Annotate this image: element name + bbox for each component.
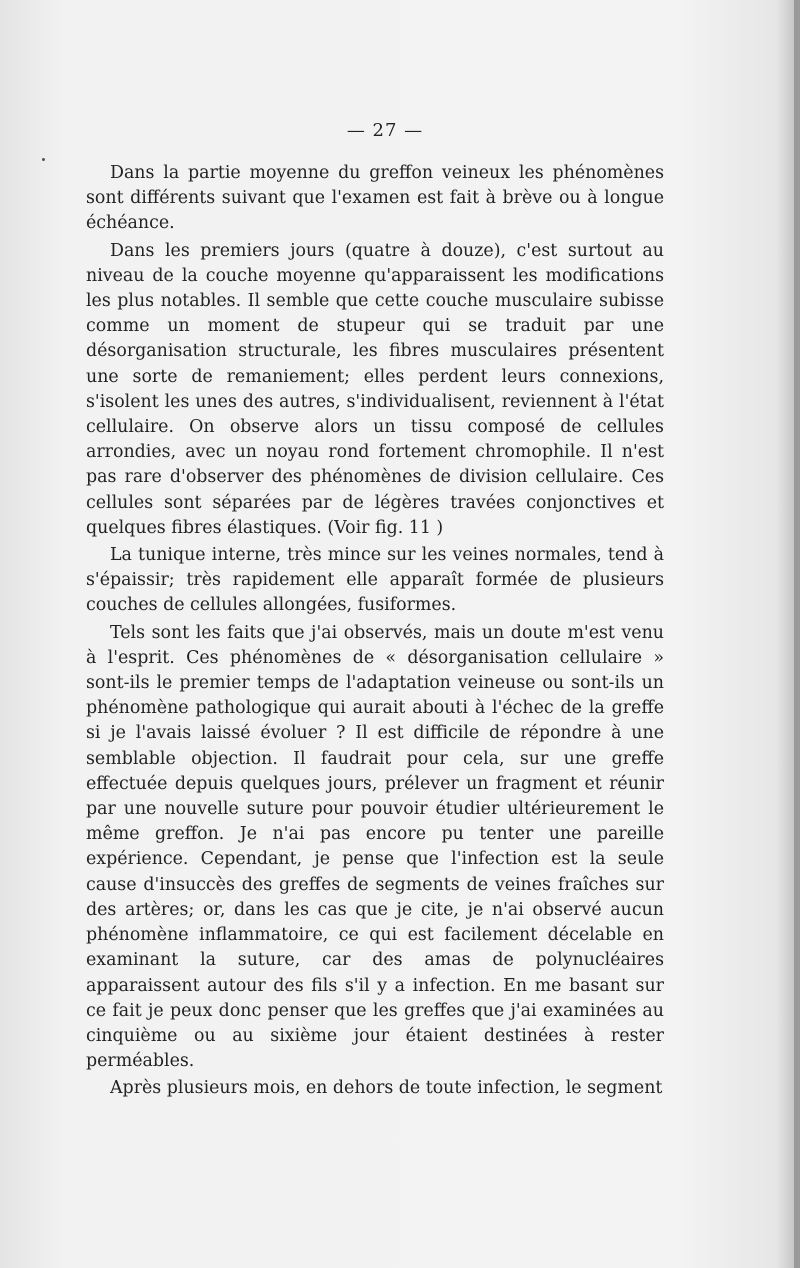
paragraph-5: Après plusieurs mois, en dehors de toute infection, le segment: [110, 1078, 663, 1099]
paragraph-1: Dans la partie moyenne du greffon veineux les phénomènes sont différents suivant que l'examen est fait à brève ou à longue échéance.: [86, 163, 664, 234]
paragraph-4: Tels sont les faits que j'ai observés, mais un doute m'est venu à l'esprit. Ces phénomènes de « désorganisation cellulaire » sont-ils le premier temps de l'adaptation veineuse ou sont-ils un phénomène pathologique qui aurait abouti à l'échec de la greffe si je l'avais laissé évoluer ? Il est difficile de répondre à une semblable objection. Il faudrait pour cela, sur une greffe effectuée depuis quelques jours, prélever un fragment et réunir par une nouvelle suture pour pouvoir étudier ultérieurement le même greffon. Je n'ai pas encore pu tenter une pareille expérience. Cependant, je pense que l'infection est la seule cause d'insuccès des greffes de segments de veines fraîches sur des artères; or, dans les cas que je cite, je n'ai observé aucun phénomène inflammatoire, ce qui est facilement décelable en examinant la suture, car des amas de polynucléaires apparaissent autour des fils s'il y a infection. En me basant sur ce fait je peux donc penser que les greffes que j'ai examinées au cinquième ou au sixième jour étaient destinées à rester perméables.: [86, 622, 664, 1072]
paragraph-2: Dans les premiers jours (quatre à douze), c'est surtout au niveau de la couche moyenne qu'apparaissent les modifications les plus notables. Il semble que cette couche musculaire subisse comme un moment de stupeur qui se traduit par une désorganisation structurale, les fibres musculaires présentent une sorte de remaniement; elles perdent leurs connexions, s'isolent les unes des autres, s'individualisent, reviennent à l'état cellulaire. On observe alors un tissu composé de cellules arrondies, avec un noyau rond fortement chromophile. Il n'est pas rare d'observer des phénomènes de division cellulaire. Ces cellules sont séparées par de légères travées conjonctives et quelques fibres élastiques. (Voir fig. 11 ): [86, 240, 664, 538]
page-binding-edge: [794, 0, 800, 1268]
paper-speck: [42, 158, 45, 161]
page-number: — 27 —: [346, 120, 424, 141]
body-text: [86, 161, 664, 1102]
paragraph-3: La tunique interne, très mince sur les veines normales, tend à s'épaissir; très rapidement elle apparaît formée de plusieurs couches de cellules allongées, fusiformes.: [86, 545, 664, 616]
